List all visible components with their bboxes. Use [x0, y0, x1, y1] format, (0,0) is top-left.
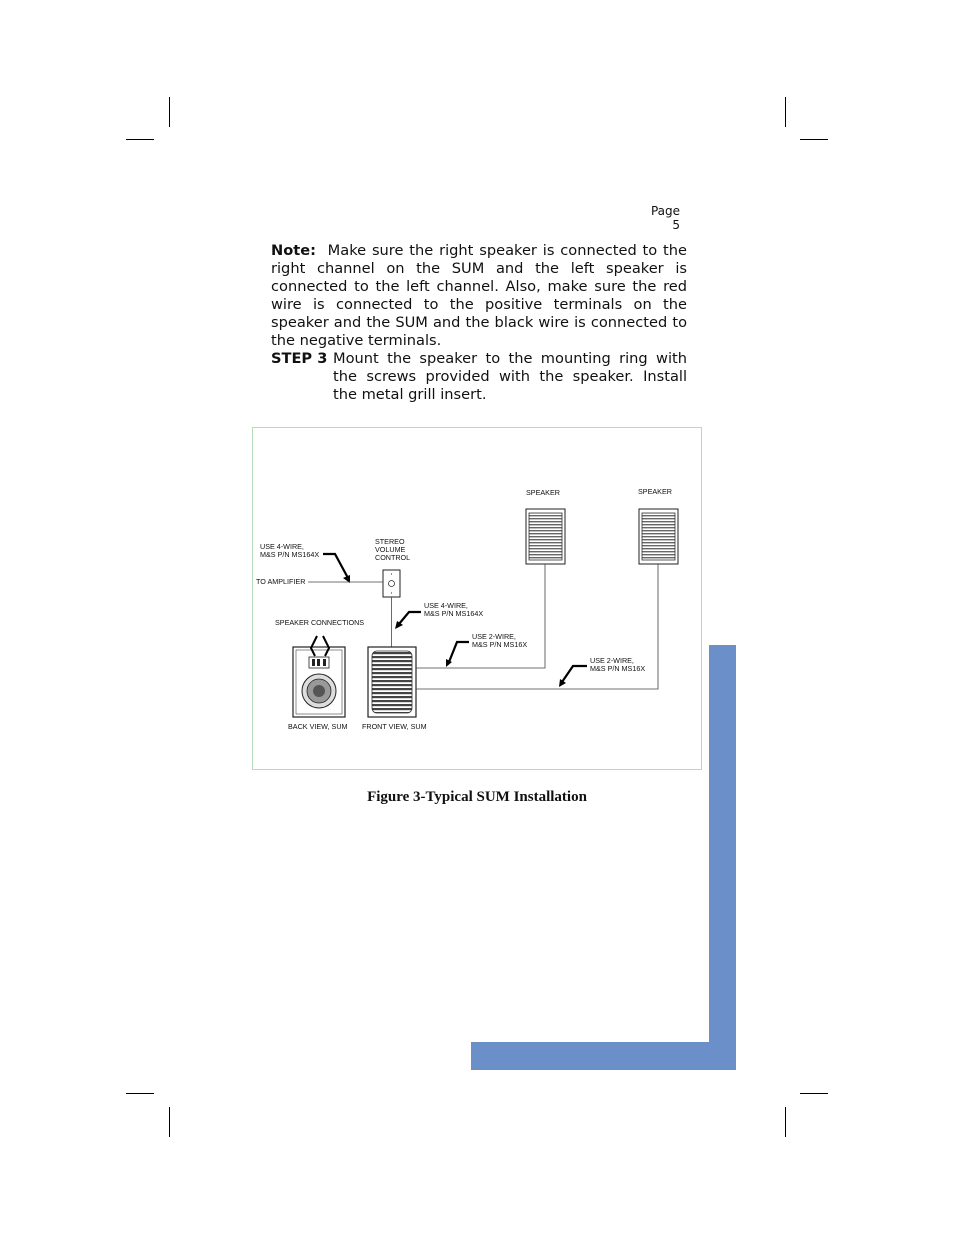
front-view-label: FRONT VIEW, SUM — [362, 722, 427, 731]
speaker-right — [639, 509, 678, 564]
crop-mark — [169, 97, 170, 127]
note-label: Note: — [271, 242, 316, 259]
volume-control — [383, 570, 400, 597]
use2wire-b-label-1: USE 2-WIRE, — [590, 656, 634, 665]
use4wire-b-label-2: M&S P/N MS164X — [424, 609, 484, 618]
speaker-connections-label: SPEAKER CONNECTIONS — [275, 618, 365, 627]
crop-mark — [126, 1093, 154, 1094]
crop-mark — [785, 97, 786, 127]
figure-caption: Figure 3-Typical SUM Installation — [367, 789, 587, 805]
note-paragraph — [271, 242, 687, 350]
stereo-label-1: STEREO — [375, 537, 405, 546]
step-label: STEP 3 — [271, 350, 328, 367]
speaker-left-label: SPEAKER — [526, 488, 560, 497]
accent-bar-vertical — [709, 645, 736, 1070]
speaker-left — [526, 509, 565, 564]
use2wire-a-label-2: M&S P/N MS16X — [472, 640, 528, 649]
page-number: Page 5 — [650, 204, 680, 232]
stereo-label-3: CONTROL — [375, 553, 411, 562]
stereo-label-2: VOLUME — [375, 545, 406, 554]
speaker-right-label: SPEAKER — [638, 487, 672, 496]
step-3 — [271, 350, 687, 404]
use2wire-b-label-2: M&S P/N MS16X — [590, 664, 646, 673]
front-view-sum — [368, 647, 416, 717]
crop-mark — [800, 1093, 828, 1094]
crop-mark — [800, 139, 828, 140]
use4wire-b-label-1: USE 4-WIRE, — [424, 601, 468, 610]
accent-bar-horizontal — [471, 1042, 736, 1070]
back-view-label: BACK VIEW, SUM — [288, 722, 348, 731]
use4wire-a-label-1: USE 4-WIRE, — [260, 542, 304, 551]
use2wire-a-label-1: USE 2-WIRE, — [472, 632, 516, 641]
installation-diagram — [253, 428, 703, 771]
crop-mark — [169, 1107, 170, 1137]
arrow-2wire-b — [562, 666, 587, 682]
to-amplifier-label: TO AMPLIFIER — [256, 577, 306, 586]
installation-figure — [252, 427, 702, 770]
back-view-sum — [293, 647, 345, 717]
arrow-2wire-a — [449, 642, 469, 662]
arrow-4wire-a — [323, 554, 348, 578]
arrow-4wire-b — [399, 612, 421, 624]
crop-mark — [785, 1107, 786, 1137]
note-text: Make sure the right speaker is connected to the right channel on the SUM and the left speaker is connected to the left channel. Also, make sure the red wire is connected to the positive terminals on the speaker and the SUM and the black wire is connected to the negative terminals. — [271, 242, 687, 349]
step-text: Mount the speaker to the mounting ring with the screws provided with the speaker. Install the metal grill insert. — [333, 350, 687, 403]
crop-mark — [126, 139, 154, 140]
use4wire-a-label-2: M&S P/N MS164X — [260, 550, 320, 559]
